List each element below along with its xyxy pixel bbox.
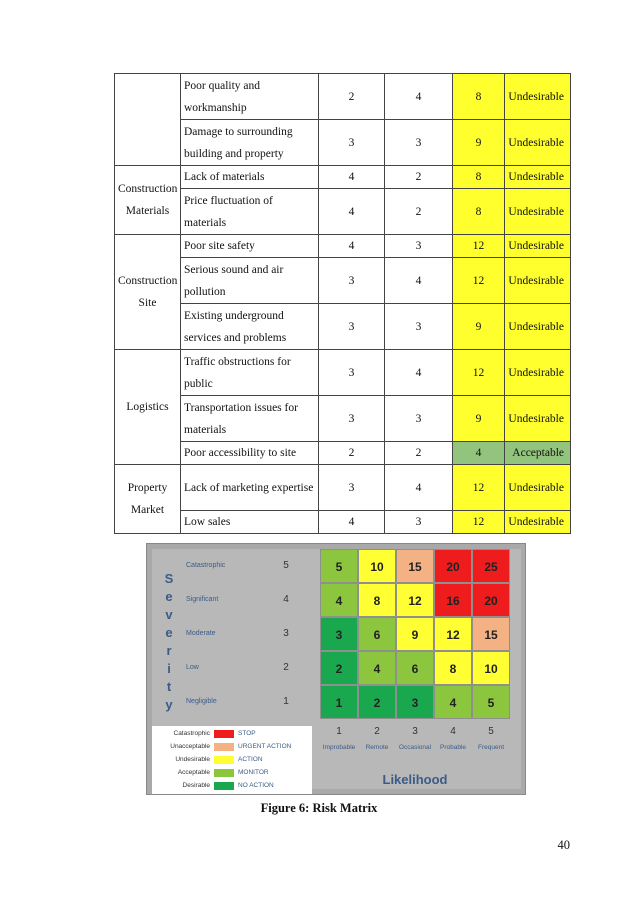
severity-level-label: Significant <box>186 596 219 603</box>
legend-color-swatch <box>214 782 234 790</box>
likelihood-cell: 4 <box>319 166 385 189</box>
matrix-legend <box>152 726 312 794</box>
table-row <box>115 120 571 166</box>
matrix-cell: 16 <box>434 583 472 617</box>
hazard-cell: Serious sound and air pollution <box>181 258 319 304</box>
legend-action-label: ACTION <box>238 756 263 763</box>
table-row <box>115 304 571 350</box>
likelihood-cell: 3 <box>319 258 385 304</box>
likelihood-cell: 4 <box>319 235 385 258</box>
risk-rating-cell: Undesirable <box>505 74 571 120</box>
severity-cell: 4 <box>385 465 453 511</box>
legend-item <box>152 741 312 753</box>
severity-axis-letter: e <box>165 589 173 604</box>
hazard-cell: Poor accessibility to site <box>181 442 319 465</box>
category-cell: Construction Site <box>115 235 181 350</box>
severity-cell: 2 <box>385 442 453 465</box>
matrix-cell: 5 <box>320 549 358 583</box>
legend-action-label: URGENT ACTION <box>238 743 292 750</box>
risk-score-cell: 9 <box>453 396 505 442</box>
figure-caption: Figure 6: Risk Matrix <box>260 801 378 815</box>
severity-cell: 3 <box>385 235 453 258</box>
risk-score-cell: 12 <box>453 511 505 534</box>
severity-cell: 4 <box>385 350 453 396</box>
matrix-cell: 1 <box>320 685 358 719</box>
likelihood-axis-title: Likelihood <box>382 772 448 787</box>
likelihood-level-label: Remote <box>365 744 389 751</box>
severity-cell: 3 <box>385 511 453 534</box>
matrix-cell: 10 <box>472 651 510 685</box>
legend-rating-label: Undesirable <box>175 756 210 763</box>
matrix-cell: 10 <box>358 549 396 583</box>
severity-cell: 4 <box>385 258 453 304</box>
matrix-cell: 8 <box>434 651 472 685</box>
legend-action-label: NO ACTION <box>238 782 274 789</box>
likelihood-cell: 2 <box>319 74 385 120</box>
severity-axis-letter: t <box>166 679 172 694</box>
severity-axis-letter: v <box>165 607 173 622</box>
likelihood-cell: 3 <box>319 465 385 511</box>
risk-rating-cell: Undesirable <box>505 189 571 235</box>
risk-score-cell: 4 <box>453 442 505 465</box>
legend-rating-label: Unacceptable <box>170 743 210 750</box>
risk-rating-cell: Undesirable <box>505 465 571 511</box>
severity-cell: 3 <box>385 120 453 166</box>
hazard-cell: Transportation issues for materials <box>181 396 319 442</box>
matrix-cell: 4 <box>320 583 358 617</box>
matrix-cell: 20 <box>434 549 472 583</box>
table-row <box>115 74 571 120</box>
risk-matrix-figure <box>146 543 526 795</box>
likelihood-level-label: Occasional <box>398 744 432 751</box>
risk-rating-cell: Undesirable <box>505 304 571 350</box>
matrix-cell: 15 <box>472 617 510 651</box>
matrix-cell: 5 <box>472 685 510 719</box>
matrix-cell: 6 <box>396 651 434 685</box>
page-number: 40 <box>557 838 570 852</box>
legend-rating-label: Catastrophic <box>173 730 210 737</box>
severity-axis-letter: S <box>164 571 174 586</box>
table-row <box>115 442 571 465</box>
table-row <box>115 350 571 396</box>
hazard-cell: Existing underground services and problems <box>181 304 319 350</box>
hazard-cell: Poor site safety <box>181 235 319 258</box>
risk-assessment-table <box>114 73 571 534</box>
risk-rating-cell: Undesirable <box>505 235 571 258</box>
table-row <box>115 465 571 511</box>
table-row <box>115 511 571 534</box>
matrix-cell: 2 <box>320 651 358 685</box>
severity-cell: 3 <box>385 396 453 442</box>
matrix-cell: 2 <box>358 685 396 719</box>
category-cell <box>115 74 181 166</box>
severity-cell: 2 <box>385 189 453 235</box>
severity-level-label: Moderate <box>186 630 216 637</box>
matrix-cell: 12 <box>434 617 472 651</box>
risk-rating-cell: Undesirable <box>505 120 571 166</box>
severity-cell: 2 <box>385 166 453 189</box>
table-row <box>115 235 571 258</box>
risk-score-cell: 12 <box>453 465 505 511</box>
risk-score-cell: 8 <box>453 189 505 235</box>
legend-action-label: MONITOR <box>238 769 269 776</box>
severity-cell: 4 <box>385 74 453 120</box>
risk-matrix <box>152 549 521 789</box>
severity-axis-letter: y <box>165 697 173 712</box>
legend-color-swatch <box>214 743 234 751</box>
likelihood-cell: 3 <box>319 350 385 396</box>
legend-item <box>152 754 312 766</box>
category-cell: Construction Materials <box>115 166 181 235</box>
matrix-cell: 4 <box>434 685 472 719</box>
hazard-cell: Damage to surrounding building and property <box>181 120 319 166</box>
likelihood-cell: 4 <box>319 511 385 534</box>
hazard-cell: Traffic obstructions for public <box>181 350 319 396</box>
matrix-cell: 3 <box>396 685 434 719</box>
likelihood-level-label: Frequent <box>477 744 505 751</box>
severity-cell: 3 <box>385 304 453 350</box>
risk-rating-cell: Undesirable <box>505 511 571 534</box>
category-cell: Logistics <box>115 350 181 465</box>
severity-level-label: Negligible <box>186 698 217 705</box>
likelihood-cell: 4 <box>319 189 385 235</box>
severity-level-number: 3 <box>283 628 289 639</box>
severity-axis-letter: i <box>167 661 171 676</box>
table-row <box>115 396 571 442</box>
risk-score-cell: 9 <box>453 304 505 350</box>
matrix-cell: 3 <box>320 617 358 651</box>
severity-level-label: Low <box>186 664 199 671</box>
risk-score-cell: 12 <box>453 258 505 304</box>
likelihood-cell: 3 <box>319 396 385 442</box>
legend-item <box>152 728 312 740</box>
matrix-cell: 20 <box>472 583 510 617</box>
hazard-cell: Lack of marketing expertise <box>181 465 319 511</box>
table-row <box>115 258 571 304</box>
likelihood-cell: 3 <box>319 120 385 166</box>
likelihood-level-number: 2 <box>374 726 380 737</box>
likelihood-level-label: Improbable <box>322 744 356 751</box>
risk-rating-cell: Acceptable <box>505 442 571 465</box>
legend-color-swatch <box>214 730 234 738</box>
risk-rating-cell: Undesirable <box>505 350 571 396</box>
matrix-cell: 12 <box>396 583 434 617</box>
hazard-cell: Low sales <box>181 511 319 534</box>
legend-rating-label: Desirable <box>182 782 210 789</box>
hazard-cell: Price fluctuation of materials <box>181 189 319 235</box>
severity-axis-letter: e <box>165 625 173 640</box>
likelihood-cell: 3 <box>319 304 385 350</box>
matrix-cell: 15 <box>396 549 434 583</box>
likelihood-level-number: 3 <box>412 726 418 737</box>
category-cell: Property Market <box>115 465 181 534</box>
risk-rating-cell: Undesirable <box>505 396 571 442</box>
severity-level-number: 2 <box>283 662 289 673</box>
severity-level-number: 4 <box>283 594 289 605</box>
risk-rating-cell: Undesirable <box>505 258 571 304</box>
legend-rating-label: Acceptable <box>177 769 210 776</box>
risk-score-cell: 12 <box>453 350 505 396</box>
risk-score-cell: 8 <box>453 166 505 189</box>
risk-score-cell: 9 <box>453 120 505 166</box>
table-row <box>115 189 571 235</box>
table-row <box>115 166 571 189</box>
likelihood-level-number: 4 <box>450 726 456 737</box>
hazard-cell: Lack of materials <box>181 166 319 189</box>
matrix-cell: 4 <box>358 651 396 685</box>
legend-item <box>152 767 312 779</box>
matrix-cell: 9 <box>396 617 434 651</box>
matrix-cell: 25 <box>472 549 510 583</box>
severity-level-label: Catastrophic <box>186 562 226 569</box>
matrix-cell: 6 <box>358 617 396 651</box>
legend-color-swatch <box>214 769 234 777</box>
legend-action-label: STOP <box>238 730 256 737</box>
likelihood-cell: 2 <box>319 442 385 465</box>
severity-axis-letter: r <box>166 643 172 658</box>
risk-score-cell: 8 <box>453 74 505 120</box>
severity-level-number: 1 <box>283 696 289 707</box>
likelihood-level-number: 1 <box>336 726 342 737</box>
likelihood-level-label: Probable <box>439 744 467 751</box>
likelihood-level-number: 5 <box>488 726 494 737</box>
risk-rating-cell: Undesirable <box>505 166 571 189</box>
matrix-cell: 8 <box>358 583 396 617</box>
risk-score-cell: 12 <box>453 235 505 258</box>
hazard-cell: Poor quality and workmanship <box>181 74 319 120</box>
severity-level-number: 5 <box>283 560 289 571</box>
legend-item <box>152 780 312 792</box>
legend-color-swatch <box>214 756 234 764</box>
